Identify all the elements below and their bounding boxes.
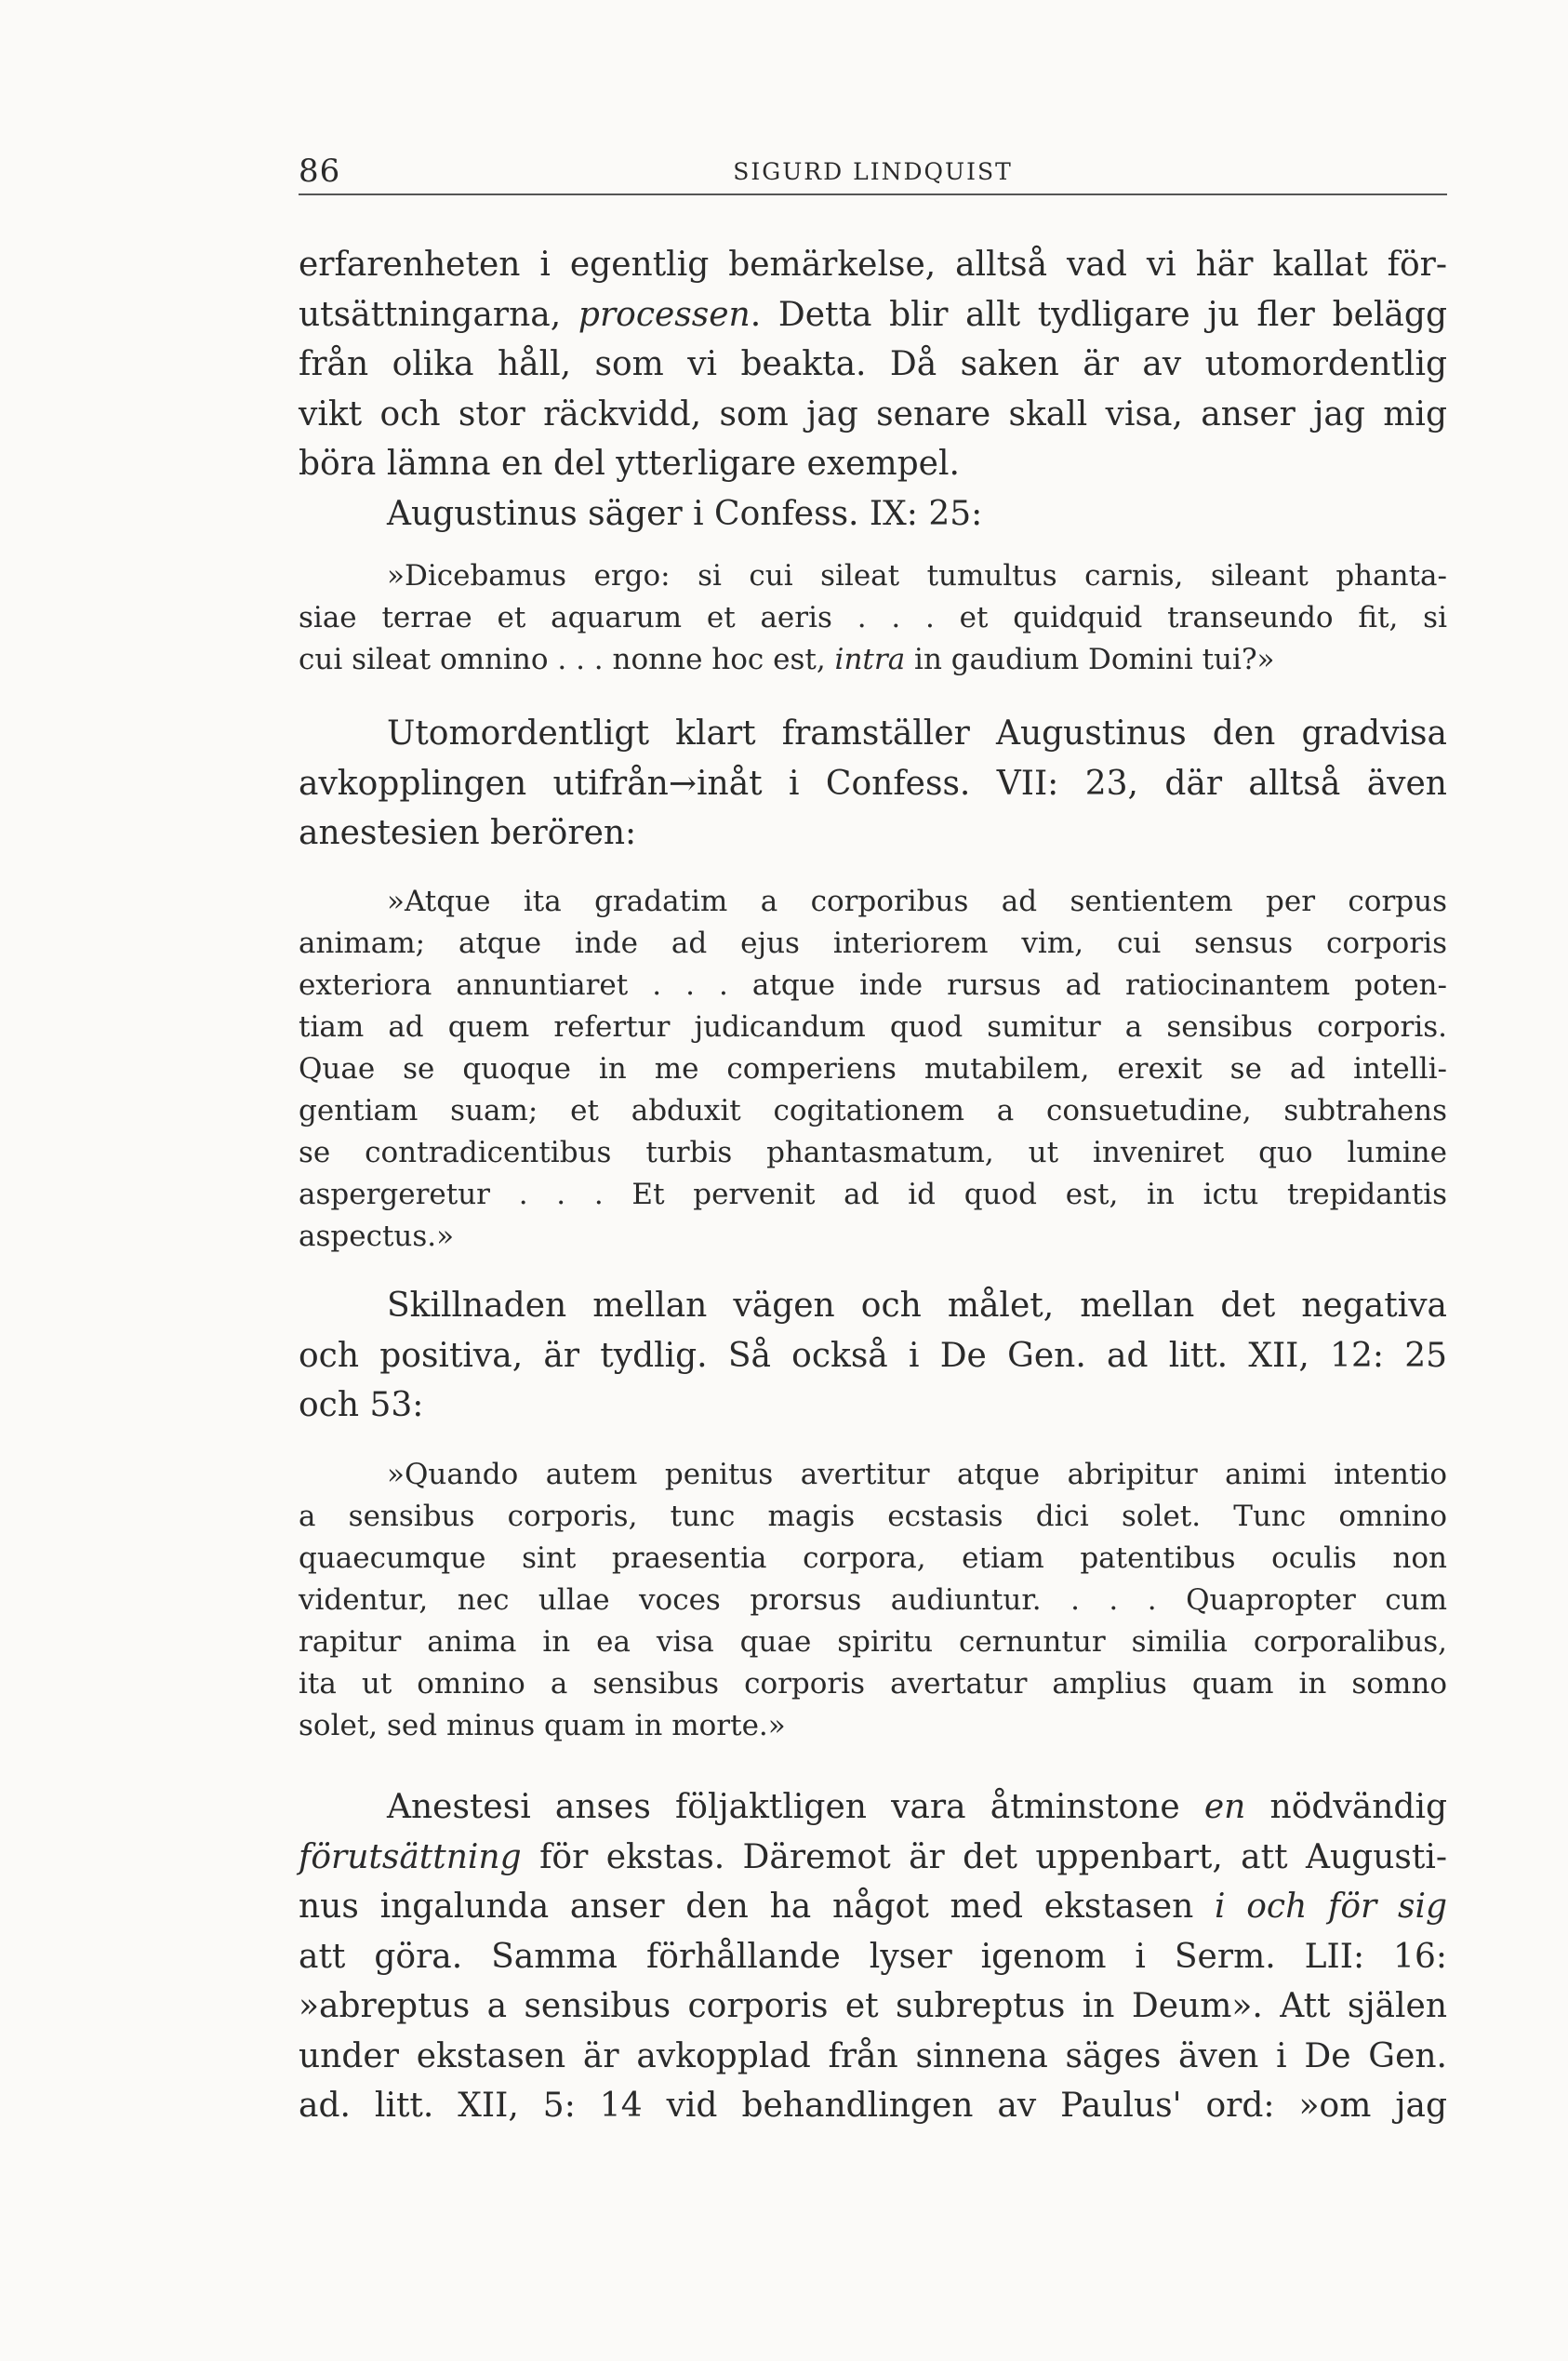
quote-line: solet, sed minus quam in morte.» bbox=[299, 1709, 786, 1742]
quote-1 bbox=[299, 555, 1447, 681]
emphasis: en bbox=[1203, 1788, 1246, 1826]
text-line: »abreptus a sensibus corporis et subreptus in Deum». Att själen bbox=[299, 1987, 1447, 2025]
text-line: nus ingalunda anser den ha något med ekstasen i och för sig bbox=[299, 1887, 1447, 1926]
text-line: utsättningarna, processen. Detta blir allt tydligare ju fler belägg bbox=[299, 295, 1447, 334]
paragraph-3 bbox=[299, 709, 1447, 859]
quote-line: Quae se quoque in me comperiens mutabilem, erexit se ad intelli- bbox=[299, 1052, 1447, 1086]
quote-3 bbox=[299, 1454, 1447, 1747]
quote-line: quaecumque sint praesentia corpora, etiam patentibus oculis non bbox=[299, 1541, 1447, 1575]
quote-line: animam; atque inde ad ejus interiorem vim, cui sensus corporis bbox=[299, 927, 1447, 960]
text-line: ad. litt. XII, 5: 14 vid behandlingen av Paulus' ord: »om jag bbox=[299, 2087, 1447, 2125]
paragraph-4 bbox=[299, 1281, 1447, 1431]
emphasis: processen bbox=[578, 295, 751, 334]
text-line: förutsättning för ekstas. Däremot är det uppenbart, att Augusti- bbox=[299, 1837, 1447, 1876]
quote-line: ita ut omnino a sensibus corporis avertatur amplius quam in somno bbox=[299, 1667, 1447, 1701]
quote-line: gentiam suam; et abduxit cogitationem a consuetudine, subtrahens bbox=[299, 1094, 1447, 1127]
text-line: Augustinus säger i Confess. IX: 25: bbox=[387, 495, 983, 533]
text-line: Skillnaden mellan vägen och målet, mellan det negativa bbox=[387, 1287, 1447, 1325]
text-line: erfarenheten i egentlig bemärkelse, alltså vad vi här kallat för- bbox=[299, 246, 1447, 284]
quote-line: rapitur anima in ea visa quae spiritu cernuntur similia corporalibus, bbox=[299, 1625, 1447, 1659]
running-title: SIGURD LINDQUIST bbox=[733, 158, 1013, 185]
quote-line: aspectus.» bbox=[299, 1220, 455, 1253]
emphasis: förutsättning bbox=[299, 1837, 522, 1876]
quote-line: se contradicentibus turbis phantasmatum, ut inveniret quo lumine bbox=[299, 1136, 1447, 1169]
text-line: böra lämna en del ytterligare exempel. bbox=[299, 445, 960, 483]
quote-line: »Dicebamus ergo: si cui sileat tumultus carnis, sileant phanta- bbox=[387, 559, 1447, 593]
quote-line: a sensibus corporis, tunc magis ecstasis dici solet. Tunc omnino bbox=[299, 1500, 1447, 1533]
emphasis: i och för sig bbox=[1215, 1887, 1447, 1926]
text-line: och 53: bbox=[299, 1386, 424, 1424]
paragraph-2 bbox=[299, 489, 1447, 540]
quote-line: »Atque ita gradatim a corporibus ad sentientem per corpus bbox=[387, 885, 1447, 918]
text-line: anestesien berören: bbox=[299, 814, 637, 852]
text-line: att göra. Samma förhållande lyser igenom i Serm. LII: 16: bbox=[299, 1937, 1447, 1976]
page-header bbox=[299, 149, 1447, 195]
text-line: Utomordentligt klart framställer Augustinus den gradvisa bbox=[387, 714, 1447, 753]
quote-line: siae terrae et aquarum et aeris . . . et quidquid transeundo fit, si bbox=[299, 601, 1447, 634]
quote-2 bbox=[299, 881, 1447, 1258]
text-line: vikt och stor räckvidd, som jag senare skall visa, anser jag mig bbox=[299, 394, 1447, 434]
quote-line: tiam ad quem refertur judicandum quod sumitur a sensibus corporis. bbox=[299, 1010, 1447, 1044]
text-line: från olika håll, som vi beakta. Då saken är av utomordentlig bbox=[299, 345, 1447, 383]
paragraph-5 bbox=[299, 1782, 1447, 2131]
text-line: under ekstasen är avkopplad från sinnena säges även i De Gen. bbox=[299, 2036, 1447, 2075]
emphasis: intra bbox=[834, 643, 906, 676]
paragraph-1 bbox=[299, 240, 1447, 489]
text-line: Anestesi anses följaktligen vara åtminstone en nödvändig bbox=[387, 1788, 1447, 1826]
quote-line: videntur, nec ullae voces prorsus audiuntur. . . . Quapropter cum bbox=[299, 1583, 1447, 1617]
page-number: 86 bbox=[299, 153, 341, 190]
quote-line: exteriora annuntiaret . . . atque inde rursus ad ratiocinantem poten- bbox=[299, 968, 1447, 1002]
quote-line: aspergeretur . . . Et pervenit ad id quod est, in ictu trepidantis bbox=[299, 1178, 1447, 1211]
text-line: avkopplingen utifrån→inåt i Confess. VII: 23, där alltså även bbox=[299, 764, 1447, 803]
quote-line: cui sileat omnino . . . nonne hoc est, intra in gaudium Domini tui?» bbox=[299, 643, 1275, 676]
text-line: och positiva, är tydlig. Så också i De Gen. ad litt. XII, 12: 25 bbox=[299, 1336, 1447, 1375]
quote-line: »Quando autem penitus avertitur atque abripitur animi intentio bbox=[387, 1458, 1447, 1491]
